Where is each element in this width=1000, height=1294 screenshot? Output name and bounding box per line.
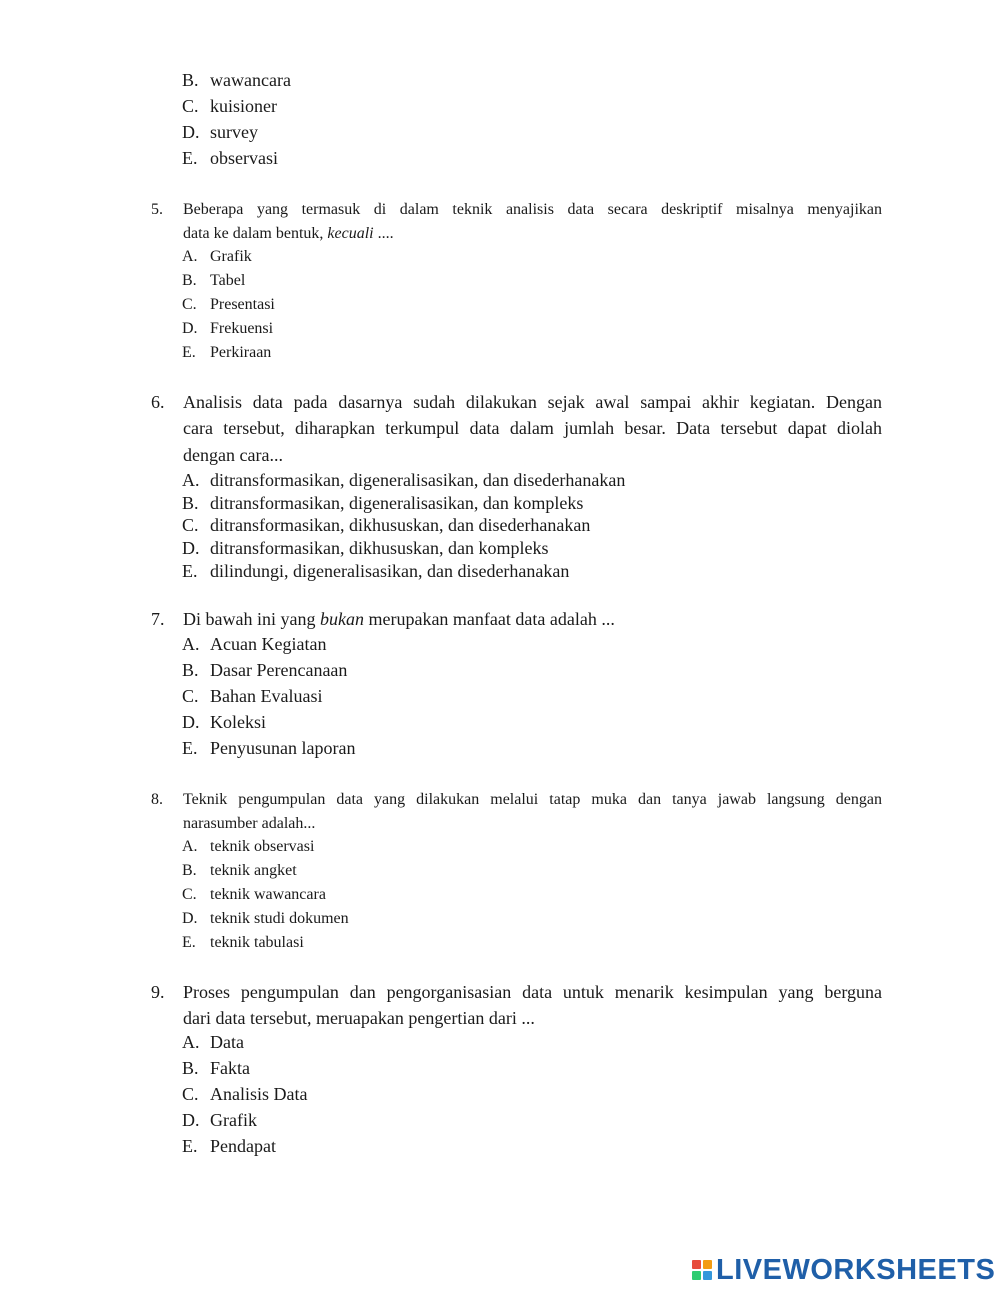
question-number: 9. [151, 982, 165, 1002]
question-text-line: Analisis data pada dasarnya sudah dilakukan sejak awal sampai akhir kegiatan. Dengan [183, 392, 882, 412]
question-text-line: dari data tersebut, meruapakan pengertian dari ... [183, 1008, 535, 1028]
option-d[interactable]: D. Koleksi [182, 712, 266, 732]
question-text-line: Di bawah ini yang bukan merupakan manfaat data adalah ... [183, 609, 615, 629]
logo-square [692, 1260, 701, 1269]
option-b[interactable]: B. wawancara [182, 70, 291, 90]
option-c[interactable]: C. Analisis Data [182, 1084, 308, 1104]
question-number: 6. [151, 392, 165, 412]
liveworksheets-logo [692, 1254, 995, 1286]
option-d[interactable]: D. ditransformasikan, dikhususkan, dan kompleks [182, 538, 549, 558]
option-b[interactable]: B. ditransformasikan, digeneralisasikan, dan kompleks [182, 493, 584, 513]
question-number: 5. [151, 201, 163, 218]
question-text-line: Proses pengumpulan dan pengorganisasian data untuk menarik kesimpulan yang berguna [183, 982, 882, 1002]
logo-icon [692, 1260, 712, 1280]
option-d[interactable]: D. teknik studi dokumen [182, 910, 349, 927]
option-e[interactable]: E. Pendapat [182, 1136, 276, 1156]
option-e[interactable]: E. Penyusunan laporan [182, 738, 356, 758]
option-d[interactable]: D. Grafik [182, 1110, 257, 1130]
option-b[interactable]: B. teknik angket [182, 862, 297, 879]
option-a[interactable]: A. Data [182, 1032, 244, 1052]
option-a[interactable]: A. Grafik [182, 248, 252, 265]
option-a[interactable]: A. teknik observasi [182, 838, 315, 855]
logo-square [692, 1271, 701, 1280]
logo-square [703, 1271, 712, 1280]
question-number: 8. [151, 791, 163, 808]
option-d[interactable]: D. Frekuensi [182, 320, 274, 337]
option-a[interactable]: A. Acuan Kegiatan [182, 634, 327, 654]
question-text-line: cara tersebut, diharapkan terkumpul data dalam jumlah besar. Data tersebut dapat diolah [183, 418, 882, 438]
option-b[interactable]: B. Dasar Perencanaan [182, 660, 348, 680]
question-text-line: narasumber adalah... [183, 815, 316, 832]
option-b[interactable]: B. Tabel [182, 272, 246, 289]
option-c[interactable]: C. Bahan Evaluasi [182, 686, 323, 706]
option-e[interactable]: E. teknik tabulasi [182, 934, 304, 951]
option-c[interactable]: C. kuisioner [182, 96, 277, 116]
question-text-line: dengan cara... [183, 445, 283, 465]
question-text-line: Teknik pengumpulan data yang dilakukan melalui tatap muka dan tanya jawab langsung dengan [183, 791, 882, 808]
option-c[interactable]: C. Presentasi [182, 296, 275, 313]
question-text-line: data ke dalam bentuk, kecuali .... [183, 225, 394, 242]
option-b[interactable]: B. Fakta [182, 1058, 250, 1078]
option-e[interactable]: E. observasi [182, 148, 278, 168]
option-d[interactable]: D. survey [182, 122, 258, 142]
question-text-line: Beberapa yang termasuk di dalam teknik analisis data secara deskriptif misalnya menyajikan [183, 201, 882, 218]
logo-square [703, 1260, 712, 1269]
option-c[interactable]: C. teknik wawancara [182, 886, 326, 903]
option-e[interactable]: E. dilindungi, digeneralisasikan, dan disederhanakan [182, 561, 570, 581]
logo-text: LIVEWORKSHEETS [716, 1253, 996, 1286]
option-c[interactable]: C. ditransformasikan, dikhususkan, dan disederhanakan [182, 515, 591, 535]
option-a[interactable]: A. ditransformasikan, digeneralisasikan, dan disederhanakan [182, 470, 626, 490]
option-e[interactable]: E. Perkiraan [182, 344, 272, 361]
question-number: 7. [151, 609, 165, 629]
